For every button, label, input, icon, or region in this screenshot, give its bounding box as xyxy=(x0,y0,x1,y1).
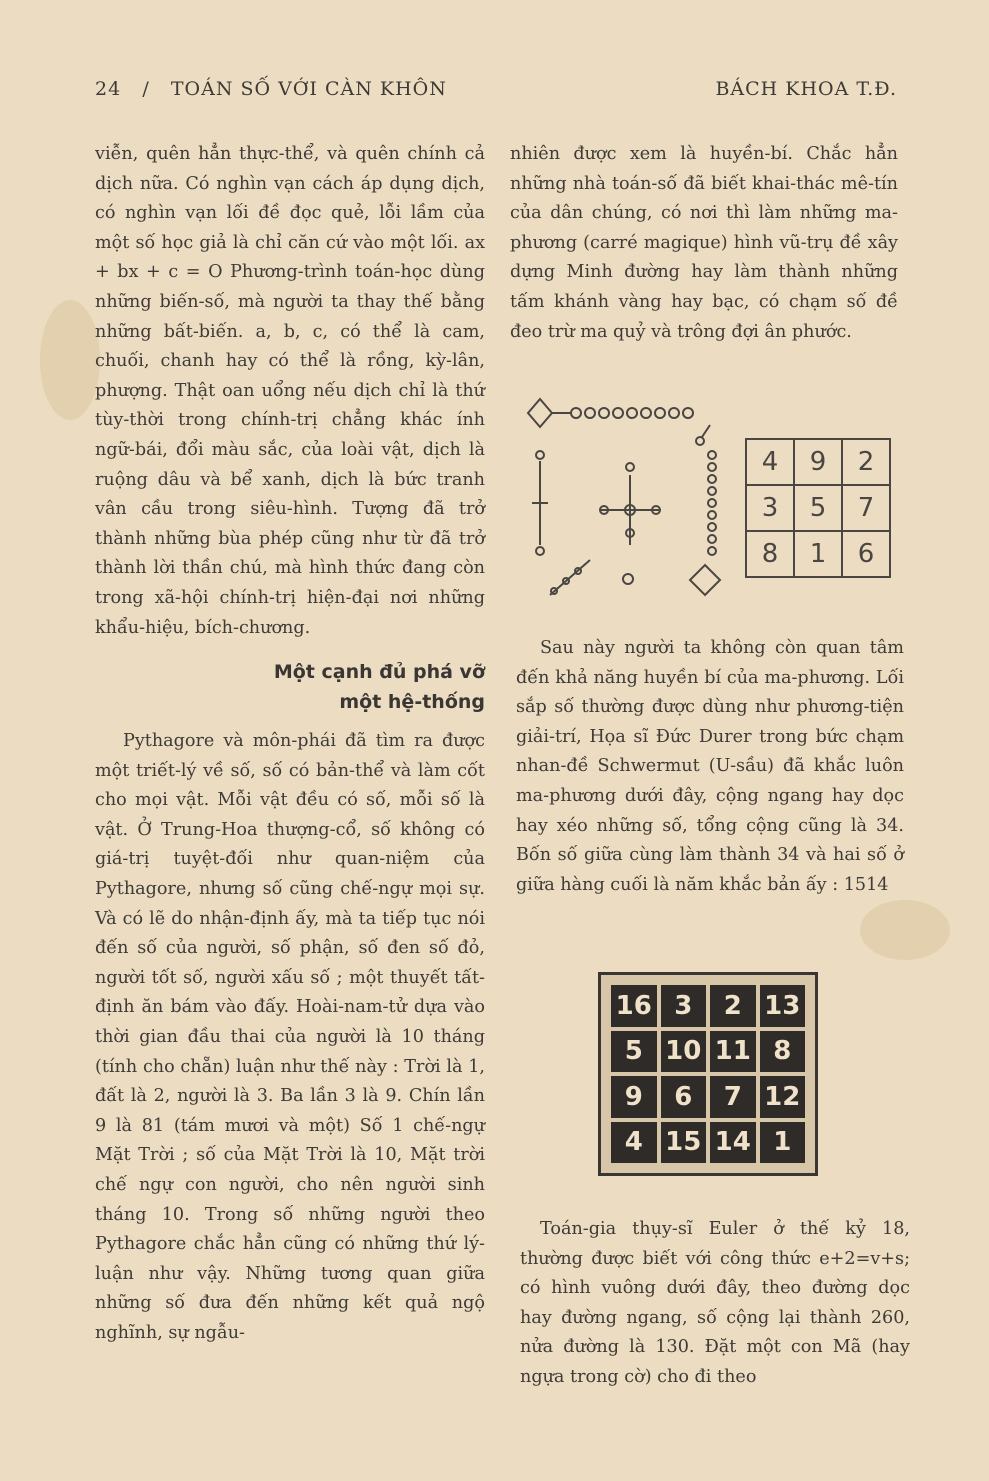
table-row xyxy=(611,985,805,1027)
section-heading-line: Một cạnh đủ phá vỡ xyxy=(273,661,485,684)
paper-stain xyxy=(860,900,950,960)
square-cell: 11 xyxy=(710,1031,756,1073)
paragraph: Sau này người ta không còn quan tâm đến khả năng huyền bí của ma-phương. Lối sắp số thường được dùng như phương-tiện giải-trí, Họa sĩ Đức Durer trong bức chạm nhan-đề Schwermut (U-sầu) đã khắc luôn ma-phương dưới đây, cộng ngang hay dọc hay xéo những số, tổng cộng cũng là 34. Bốn số giữa cùng làm thành 34 và hai số ở giữa hàng cuối là năm khắc bản ấy : 1514 xyxy=(516,638,904,895)
left-column xyxy=(95,140,485,1349)
square-cell: 1 xyxy=(794,531,842,577)
square-cell: 2 xyxy=(842,439,890,485)
table-row xyxy=(611,1031,805,1073)
right-column-middle xyxy=(516,634,904,900)
paper-stain xyxy=(40,300,100,420)
square-cell: 3 xyxy=(661,985,707,1027)
table-row xyxy=(611,1076,805,1118)
diamond-knot xyxy=(528,399,552,427)
magic-square-4x4 xyxy=(607,981,809,1167)
table-row xyxy=(611,1122,805,1164)
square-cell: 9 xyxy=(611,1076,657,1118)
square-cell: 7 xyxy=(842,485,890,531)
durer-magic-square xyxy=(598,972,818,1176)
square-cell: 3 xyxy=(746,485,794,531)
square-cell: 5 xyxy=(794,485,842,531)
running-title: TOÁN SỐ VỚI CÀN KHÔN xyxy=(170,78,447,100)
square-cell: 16 xyxy=(611,985,657,1027)
square-cell: 6 xyxy=(842,531,890,577)
square-cell: 10 xyxy=(661,1031,707,1073)
square-cell: 15 xyxy=(661,1122,707,1164)
square-cell: 13 xyxy=(760,985,806,1027)
square-cell: 9 xyxy=(794,439,842,485)
square-cell: 5 xyxy=(611,1031,657,1073)
square-cell: 1 xyxy=(760,1122,806,1164)
header-separator: / xyxy=(142,78,150,100)
paragraph: nhiên được xem là huyền-bí. Chắc hẳn những nhà toán-số đã biết khai-thác mê-tín của dân chúng, có nơi thì làm những ma-phương (carré magique) hình vũ-trụ đề xây dựng Minh đường hay làm thành những tấm khánh vàng hay bạc, có chạm số đề đeo trừ ma quỷ và trông đợi ân phước. xyxy=(510,144,898,342)
square-cell: 8 xyxy=(760,1031,806,1073)
paragraph: viễn, quên hẳn thực-thể, và quên chính cả dịch nữa. Có nghìn vạn cách áp dụng dịch, có nghìn vạn lối đề đọc quẻ, lỗi lầm của một số học giả là chỉ căn cứ vào một lối. ax + bx + c = O Phương-trình toán-học dùng những biến-số, mà người ta thay thế bằng những bất-biến. a, b, c, có thể là cam, chuối, chanh hay có thể là rồng, kỳ-lân, phượng. Thật oan uổng nếu dịch chỉ là thứ tùy-thời trong chính-trị chẳng khác ính ngữ-bái, đổi màu sắc, của loài vật, dịch là ruộng dâu và bể xanh, dịch là bức tranh vân cầu trong siêu-hình. Tượng đã trở thành những bùa phép cũng như từ đã trở thành lời thần chú, mà hình thức đang còn trong xã-hội chính-trị hiện-đại nơi những khẩu-hiệu, bích-chương. xyxy=(95,144,485,638)
square-cell: 4 xyxy=(611,1122,657,1164)
square-cell: 12 xyxy=(760,1076,806,1118)
right-column-bottom xyxy=(520,1215,910,1393)
square-cell: 14 xyxy=(710,1122,756,1164)
square-cell: 4 xyxy=(746,439,794,485)
square-cell: 2 xyxy=(710,985,756,1027)
section-heading xyxy=(95,657,485,717)
square-cell: 8 xyxy=(746,531,794,577)
paragraph: Toán-gia thụy-sĩ Euler ở thế kỷ 18, thường được biết với công thức e+2=v+s; có hình vuông dưới đây, theo đường dọc hay đường ngang, số cộng lại thành 260, nửa đường là 130. Đặt một con Mã (hay ngựa trong cờ) cho đi theo xyxy=(520,1219,910,1387)
page-number: 24 xyxy=(95,78,122,100)
section-heading-line: một hệ-thống xyxy=(339,691,485,714)
right-column-top xyxy=(510,140,898,347)
bead-chain xyxy=(571,408,693,418)
header-left xyxy=(95,78,447,100)
table-row xyxy=(746,531,890,577)
square-cell: 7 xyxy=(710,1076,756,1118)
page-header xyxy=(95,78,897,108)
table-row xyxy=(746,485,890,531)
paragraph: Pythagore và môn-phái đã tìm ra được một triết-lý về số, số có bản-thể và làm cốt cho mọi vật. Mỗi vật đều có số, mỗi số là vật. Ở Trung-Hoa thượng-cổ, số không có giá-trị tuyệt-đối như quan-niệm của Pythagore, nhưng số cũng chế-ngự mọi sự. Và có lẽ do nhận-định ấy, mà ta tiếp tục nói đến số của người, số phận, số đen số đỏ, người tốt số, người xấu số ; một thuyết tất-định ăn bám vào đấy. Hoài-nam-tử dựa vào thời gian đầu thai của người là 10 tháng (tính cho chẵn) luận như thế này : Trời là 1, đất là 2, người là 3. Ba lần 3 là 9. Chín lần 9 là 81 (tám mươi và một) Số 1 chế-ngự Mặt Trời ; số của Mặt Trời là 10, Mặt trời chế ngự con người, cho nên người sinh tháng 10. Trong số những người theo Pythagore chắc hẳn cũng có những thứ lý-luận như vậy. Những tương quan giữa những số đưa đến những kết quả ngộ nghĩnh, sự ngẫu- xyxy=(95,731,485,1343)
publication-title: BÁCH KHOA T.Đ. xyxy=(715,78,897,100)
square-cell: 6 xyxy=(661,1076,707,1118)
vertical-bead-chain xyxy=(708,451,716,555)
magic-square-3x3 xyxy=(745,438,891,578)
table-row xyxy=(746,439,890,485)
